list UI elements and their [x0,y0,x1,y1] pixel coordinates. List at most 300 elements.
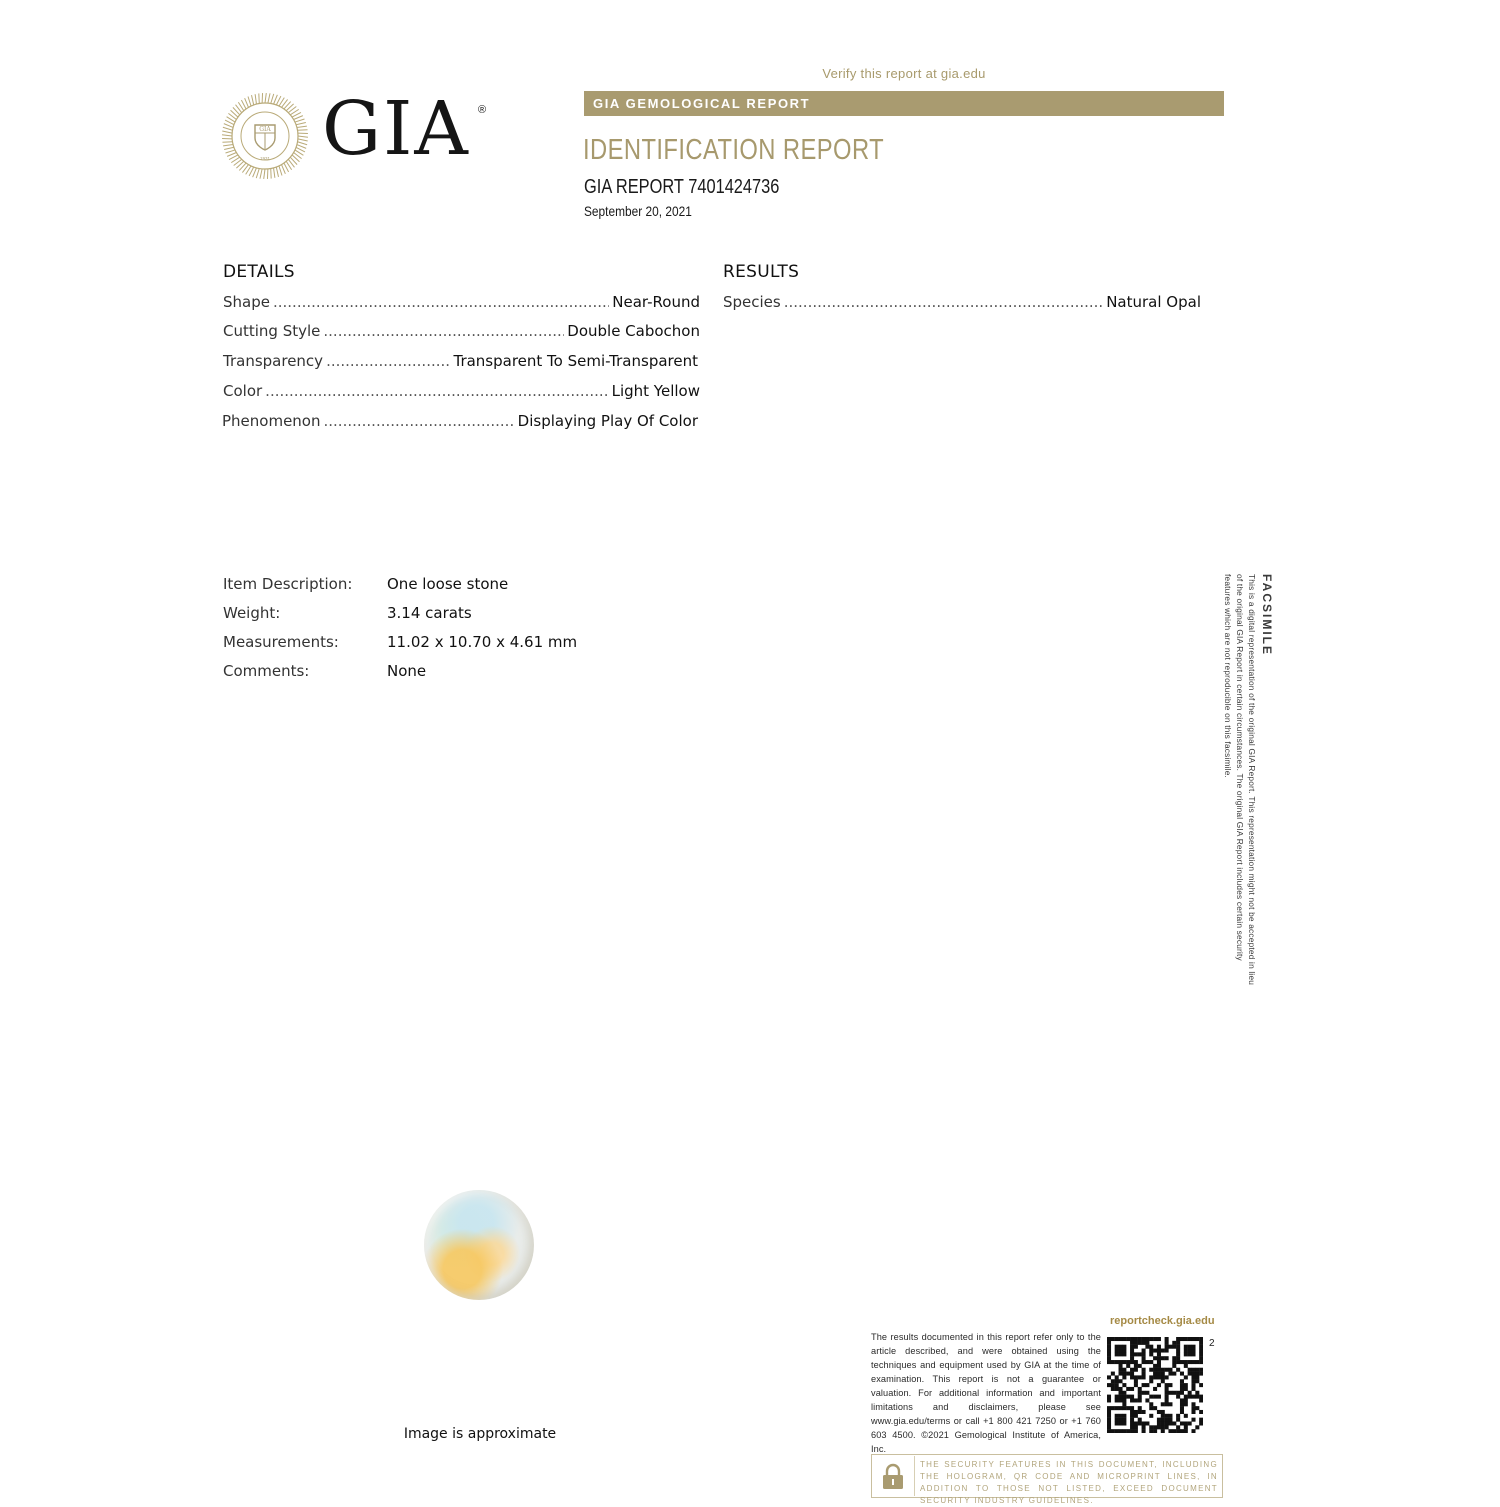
registered-mark: ® [478,104,486,116]
qr-module [1165,1391,1169,1395]
qr-module [1145,1360,1149,1364]
qr-module [1165,1418,1169,1422]
qr-module [1157,1345,1161,1349]
qr-module [1149,1406,1153,1410]
qr-module [1161,1349,1165,1353]
qr-module [1168,1414,1172,1418]
qr-module [1107,1425,1111,1429]
qr-module [1134,1364,1138,1368]
qr-module [1107,1360,1111,1364]
qr-module [1191,1349,1195,1353]
qr-module [1142,1337,1146,1341]
qr-module [1165,1349,1169,1353]
seal-ray [297,145,306,149]
detail-label: Shape [223,293,270,311]
seal-year: 1931 [260,156,271,161]
seal-ray [255,94,256,104]
security-features-text: THE SECURITY FEATURES IN THIS DOCUMENT, INCLUDING THE HOLOGRAM, QR CODE AND MICROPRINT LINES, IN ADDITION TO THOSE NOT LISTED, EXCEED DOCUMENT SECURITY INDUSTRY GUIDELINES. [920,1459,1218,1507]
qr-module [1157,1418,1161,1422]
qr-module [1199,1337,1203,1341]
qr-module [1115,1398,1119,1402]
detail-value: Transparent To Semi-Transparent [453,352,698,370]
qr-module [1138,1352,1142,1356]
qr-module [1195,1372,1199,1376]
qr-module [1153,1406,1157,1410]
qr-module [1199,1398,1203,1402]
item-description-label: Item Description: [223,575,352,593]
qr-module [1149,1375,1153,1379]
qr-module [1115,1387,1119,1391]
qr-module [1142,1410,1146,1414]
qr-module [1184,1421,1188,1425]
qr-module [1180,1421,1184,1425]
qr-module [1138,1337,1142,1341]
item-description-value: One loose stone [387,575,508,593]
qr-module [1145,1345,1149,1349]
measurements-label: Measurements: [223,633,339,651]
qr-module [1161,1410,1165,1414]
qr-module [1130,1406,1134,1410]
qr-module [1184,1387,1188,1391]
qr-module [1195,1395,1199,1399]
qr-module [1176,1337,1180,1341]
qr-module [1191,1418,1195,1422]
qr-module [1107,1410,1111,1414]
qr-module [1107,1337,1111,1341]
qr-module [1172,1372,1176,1376]
image-approximate-note: Image is approximate [380,1426,580,1442]
report-type-label: GIA GEMOLOGICAL REPORT [593,96,810,111]
qr-module [1119,1406,1123,1410]
qr-module [1122,1391,1126,1395]
qr-module [1126,1387,1130,1391]
qr-module [1161,1418,1165,1422]
qr-module [1157,1368,1161,1372]
qr-module [1126,1360,1130,1364]
qr-module [1126,1406,1130,1410]
seal-ray [298,139,308,141]
qr-module [1165,1402,1169,1406]
leader-dots [323,322,564,340]
qr-module [1157,1375,1161,1379]
qr-module [1115,1337,1119,1341]
qr-module [1161,1425,1165,1429]
verify-link[interactable]: Verify this report at gia.edu [584,66,1224,81]
qr-module [1184,1402,1188,1406]
qr-module [1130,1375,1134,1379]
qr-module [1180,1398,1184,1402]
qr-module [1130,1421,1134,1425]
qr-module [1142,1391,1146,1395]
leader-dots [265,382,608,400]
qr-module [1130,1345,1134,1349]
qr-module [1130,1337,1134,1341]
qr-module [1119,1379,1123,1383]
qr-module [1119,1352,1123,1356]
seal-ray [252,95,254,105]
facsimile-body: This is a digital representation of the original GIA Report. This representation might not be accepted in lieu of the original GIA Report in certain circumstances. The original GIA Report includes certain security features which are not reproducible on this facsimile. [1222,574,1258,994]
qr-module [1107,1421,1111,1425]
detail-label: Cutting Style [223,322,320,340]
qr-module [1184,1398,1188,1402]
weight-label: Weight: [223,604,280,622]
qr-module [1199,1349,1203,1353]
qr-module [1165,1356,1169,1360]
qr-module [1165,1414,1169,1418]
qr-module [1168,1421,1172,1425]
facsimile-notice [1262,574,1276,994]
reportcheck-link[interactable]: reportcheck.gia.edu [1110,1315,1202,1327]
stone-image [424,1190,534,1300]
qr-module [1115,1395,1119,1399]
seal-ray [264,169,265,179]
qr-module [1191,1337,1195,1341]
qr-module [1130,1368,1134,1372]
qr-module [1145,1341,1149,1345]
qr-module [1130,1341,1134,1345]
seal-inner-text: GIA [259,126,271,133]
qr-module [1111,1337,1115,1341]
qr-module [1195,1379,1199,1383]
seal-ray [223,145,233,146]
qr-module [1130,1349,1134,1353]
qr-module [1153,1368,1157,1372]
qr-module [1138,1406,1142,1410]
qr-module [1122,1360,1126,1364]
qr-module [1138,1387,1142,1391]
qr-module [1145,1391,1149,1395]
detail-value: Double Cabochon [567,322,700,340]
security-divider [914,1456,915,1496]
qr-module [1122,1368,1126,1372]
qr-module [1176,1360,1180,1364]
qr-module [1119,1368,1123,1372]
qr-module [1191,1402,1195,1406]
report-number: GIA REPORT 7401424736 [584,176,779,199]
qr-module [1111,1387,1115,1391]
qr-module [1142,1360,1146,1364]
seal-ray [260,169,262,179]
seal-ray [265,93,266,103]
qr-module [1157,1395,1161,1399]
qr-module [1180,1410,1184,1414]
qr-module [1142,1375,1146,1379]
qr-module [1149,1345,1153,1349]
weight-value: 3.14 carats [387,604,472,622]
gia-seal-icon [221,92,309,180]
qr-module [1138,1341,1142,1345]
report-date: September 20, 2021 [584,203,692,219]
leader-dots [273,293,609,311]
leader-dots [324,412,515,430]
qr-module [1172,1391,1176,1395]
qr-module [1130,1414,1134,1418]
qr-module [1153,1429,1157,1433]
qr-module [1130,1352,1134,1356]
qr-module [1130,1395,1134,1399]
qr-module [1157,1356,1161,1360]
lock-icon [880,1463,906,1491]
qr-module [1119,1372,1123,1376]
qr-module [1107,1352,1111,1356]
qr-module [1191,1368,1195,1372]
qr-module [1161,1375,1165,1379]
qr-module [1119,1345,1123,1349]
qr-module [1195,1360,1199,1364]
qr-module [1149,1368,1153,1372]
qr-module [1199,1418,1203,1422]
seal-ray [271,94,274,104]
qr-module [1195,1337,1199,1341]
leader-dots [326,352,450,370]
qr-module [1176,1429,1180,1433]
qr-module [1188,1395,1192,1399]
qr-module [1142,1372,1146,1376]
qr-module [1191,1360,1195,1364]
qr-module [1191,1387,1195,1391]
qr-code-icon[interactable] [1107,1337,1203,1433]
qr-module [1165,1341,1169,1345]
qr-module [1180,1402,1184,1406]
seal-ray [297,126,307,127]
qr-module [1165,1337,1169,1341]
qr-module [1176,1345,1180,1349]
qr-module [1191,1345,1195,1349]
detail-label: Phenomenon [222,412,321,430]
qr-module [1107,1341,1111,1345]
qr-module [1176,1349,1180,1353]
report-title: IDENTIFICATION REPORT [583,134,884,167]
qr-module [1157,1364,1161,1368]
seal-ray [223,127,233,130]
qr-module [1188,1360,1192,1364]
qr-module [1122,1402,1126,1406]
qr-module [1122,1421,1126,1425]
qr-module [1153,1395,1157,1399]
qr-module [1161,1402,1165,1406]
qr-module [1149,1337,1153,1341]
detail-row-cutting-style [223,322,700,340]
qr-module [1130,1356,1134,1360]
qr-module [1115,1352,1119,1356]
qr-module [1157,1349,1161,1353]
qr-module [1126,1395,1130,1399]
qr-module [1172,1429,1176,1433]
qr-module [1188,1391,1192,1395]
seal-ray [297,142,307,145]
qr-module [1188,1352,1192,1356]
qr-module [1199,1421,1203,1425]
qr-module [1122,1398,1126,1402]
qr-module [1199,1341,1203,1345]
qr-module [1191,1406,1195,1410]
qr-module [1122,1418,1126,1422]
seal-ray [256,168,259,178]
seal-ray [222,131,232,133]
qr-module [1168,1391,1172,1395]
qr-module [1134,1410,1138,1414]
leader-dots [784,293,1103,311]
qr-module [1126,1372,1130,1376]
qr-module [1142,1349,1146,1353]
qr-module [1165,1398,1169,1402]
qr-module [1134,1375,1138,1379]
qr-module [1149,1402,1153,1406]
qr-module [1107,1414,1111,1418]
seal-ray [276,167,278,177]
qr-module [1157,1352,1161,1356]
qr-module [1149,1414,1153,1418]
qr-module [1165,1375,1169,1379]
detail-row-color [223,382,700,400]
qr-module [1119,1391,1123,1395]
qr-module [1172,1345,1176,1349]
qr-module [1191,1410,1195,1414]
qr-module [1119,1395,1123,1399]
qr-module [1145,1383,1149,1387]
qr-module [1134,1379,1138,1383]
qr-module [1119,1387,1123,1391]
qr-module [1180,1372,1184,1376]
qr-module [1153,1337,1157,1341]
qr-module [1180,1429,1184,1433]
qr-module [1184,1375,1188,1379]
qr-module [1199,1372,1203,1376]
qr-module [1115,1379,1119,1383]
qr-module [1153,1364,1157,1368]
qr-module [1122,1372,1126,1376]
qr-module [1172,1360,1176,1364]
qr-module [1149,1425,1153,1429]
qr-module [1142,1429,1146,1433]
qr-module [1161,1379,1165,1383]
qr-module [1122,1395,1126,1399]
seal-ray [282,165,286,174]
qr-module [1172,1356,1176,1360]
qr-module [1191,1375,1195,1379]
qr-module [1168,1402,1172,1406]
qr-module [1161,1429,1165,1433]
qr-module [1107,1429,1111,1433]
qr-module [1165,1383,1169,1387]
qr-module [1107,1418,1111,1422]
qr-module [1172,1341,1176,1345]
result-row-species [723,293,1201,311]
qr-module [1199,1410,1203,1414]
qr-module [1184,1425,1188,1429]
qr-module [1195,1368,1199,1372]
qr-module [1122,1337,1126,1341]
qr-module [1126,1429,1130,1433]
qr-module [1134,1383,1138,1387]
qr-module [1122,1414,1126,1418]
qr-module [1149,1360,1153,1364]
results-heading: RESULTS [723,262,799,282]
qr-module [1168,1418,1172,1422]
qr-module [1138,1410,1142,1414]
qr-module [1165,1425,1169,1429]
seal-ray [222,135,232,136]
qr-module [1134,1429,1138,1433]
qr-module [1111,1360,1115,1364]
qr-module [1188,1421,1192,1425]
qr-module [1153,1356,1157,1360]
qr-module [1149,1429,1153,1433]
qr-module [1130,1372,1134,1376]
result-value: Natural Opal [1106,293,1201,311]
qr-module [1157,1372,1161,1376]
qr-module [1130,1398,1134,1402]
qr-module [1119,1418,1123,1422]
seal-ray [294,116,303,120]
qr-module [1115,1383,1119,1387]
qr-module [1161,1414,1165,1418]
qr-module [1176,1391,1180,1395]
qr-module [1199,1383,1203,1387]
qr-module [1134,1352,1138,1356]
qr-module [1176,1395,1180,1399]
qr-module [1188,1337,1192,1341]
qr-module [1130,1425,1134,1429]
qr-module [1138,1398,1142,1402]
qr-module [1184,1429,1188,1433]
qr-module [1134,1414,1138,1418]
seal-ray [279,166,282,176]
facsimile-title: FACSIMILE [1260,574,1274,656]
qr-module [1161,1356,1165,1360]
qr-module [1168,1383,1172,1387]
qr-module [1153,1425,1157,1429]
qr-module [1188,1372,1192,1376]
qr-module [1157,1383,1161,1387]
qr-module [1180,1383,1184,1387]
qr-module [1180,1406,1184,1410]
qr-module [1130,1360,1134,1364]
qr-module [1184,1337,1188,1341]
qr-module [1149,1349,1153,1353]
qr-module [1180,1337,1184,1341]
qr-module [1180,1379,1184,1383]
qr-module [1184,1383,1188,1387]
qr-module [1107,1395,1111,1399]
qr-module [1184,1360,1188,1364]
qr-module [1119,1398,1123,1402]
qr-module [1134,1398,1138,1402]
qr-module [1122,1345,1126,1349]
seal-ray [298,136,308,137]
qr-module [1184,1395,1188,1399]
qr-module [1142,1368,1146,1372]
detail-value: Light Yellow [612,382,700,400]
seal-ray [224,124,233,128]
qr-module [1191,1395,1195,1399]
legal-disclaimer: The results documented in this report refer only to the article described, and were obtained using the techniques and equipment used by GIA at the time of examination. This report is not a guarantee or valuation. For additional information and important limitations and disclaimers, please see www.gia.edu/terms or call +1 800 421 7250 or +1 760 603 4500. ©2021 Gemological Institute of America, Inc. [871,1330,1101,1456]
qr-module [1115,1429,1119,1433]
qr-module [1134,1337,1138,1341]
qr-module [1115,1375,1119,1379]
qr-module [1119,1337,1123,1341]
seal-ray [224,147,234,149]
qr-module [1122,1349,1126,1353]
qr-module [1176,1414,1180,1418]
qr-module [1119,1414,1123,1418]
seal-ray [274,168,275,178]
qr-module [1176,1352,1180,1356]
detail-label: Color [223,382,262,400]
qr-module [1165,1421,1169,1425]
qr-module [1153,1375,1157,1379]
qr-module [1199,1395,1203,1399]
